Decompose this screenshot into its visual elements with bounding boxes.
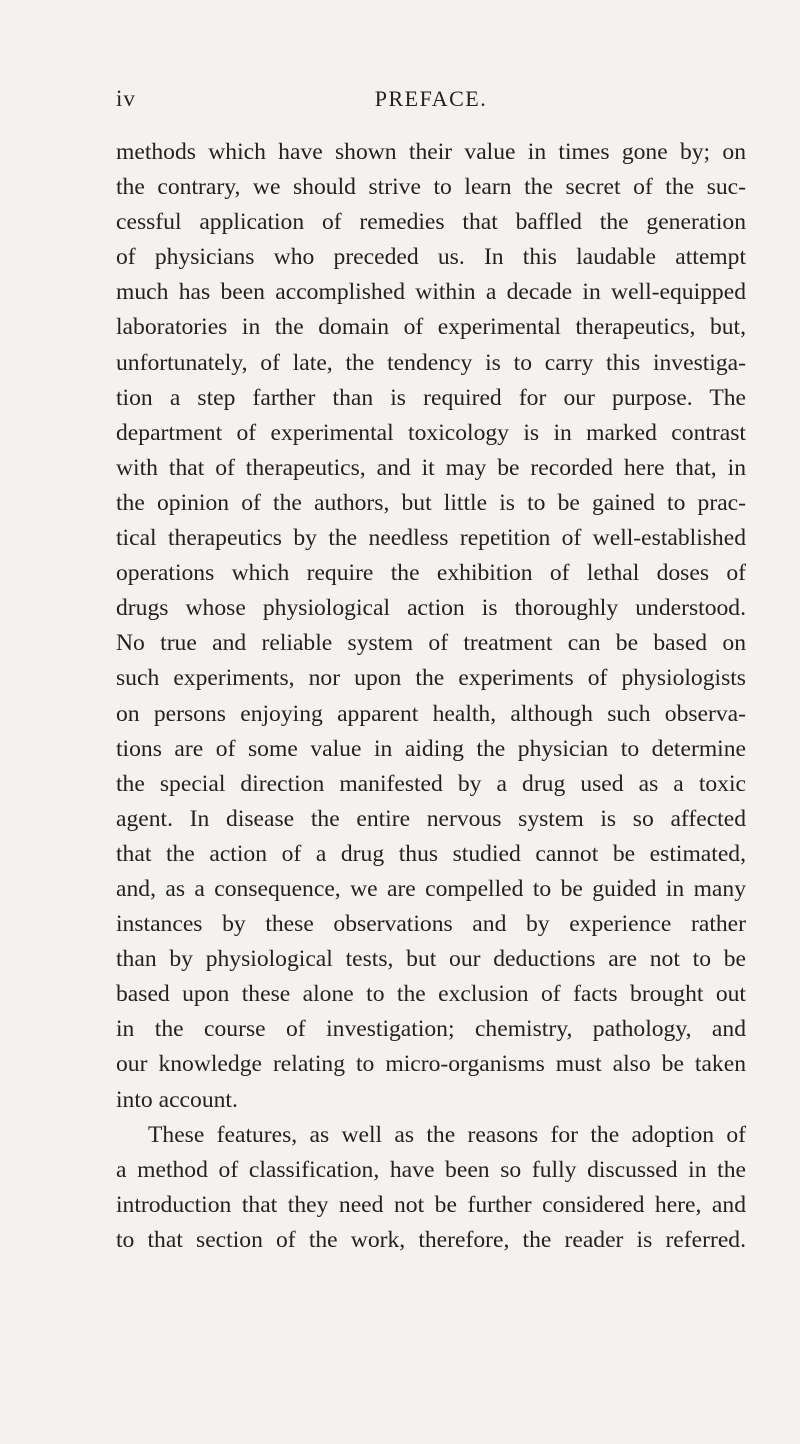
text-line: department of experimental toxicology is in marked contrast — [116, 419, 746, 446]
text-line: agent. In disease the entire nervous system is so affected — [116, 805, 746, 832]
text-line: unfortunately, of late, the tendency is to carry this investiga- — [116, 349, 746, 376]
text-line: operations which require the exhibition of lethal doses of — [116, 560, 746, 587]
text-line: than by physiological tests, but our deductions are not to be — [116, 946, 746, 973]
text-line: the contrary, we should strive to learn the secret of the suc- — [116, 174, 746, 201]
text-line: introduction that they need not be further considered here, and — [116, 1191, 746, 1218]
text-line: of physicians who preceded us. In this laudable attempt — [116, 244, 746, 271]
text-line: tions are of some value in aiding the physician to determine — [116, 735, 746, 762]
text-line: These features, as well as the reasons for the adoption of — [148, 1121, 746, 1148]
paragraph-2 — [116, 1118, 746, 1258]
page-number: iv — [116, 86, 136, 111]
text-line: tical therapeutics by the needless repetition of well-established — [116, 525, 746, 552]
running-head-title: PREFACE. — [374, 86, 488, 111]
text-line: methods which have shown their value in times gone by; on — [116, 139, 746, 165]
text-line: tion a step farther than is required for our purpose. The — [116, 384, 746, 411]
text-line: No true and reliable system of treatment can be based on — [116, 630, 746, 657]
body-text — [116, 135, 746, 1258]
text-line: instances by these observations and by experience rather — [116, 911, 746, 938]
text-line: much has been accomplished within a decade in well-equipped — [116, 279, 746, 306]
text-line: that the action of a drug thus studied cannot be estimated, — [116, 840, 746, 867]
text-line: cessful application of remedies that baffled the generation — [116, 209, 746, 236]
text-line: and, as a consequence, we are compelled to be guided in many — [116, 875, 746, 902]
text-line: on persons enjoying apparent health, although such observa- — [116, 700, 746, 727]
text-line: the opinion of the authors, but little is to be gained to prac- — [116, 489, 746, 516]
text-line: such experiments, nor upon the experiments of physiologists — [116, 665, 746, 692]
text-line: based upon these alone to the exclusion of facts brought out — [116, 981, 746, 1008]
text-line: in the course of investigation; chemistry, pathology, and — [116, 1016, 746, 1043]
text-line: to that section of the work, therefore, the reader is referred. — [116, 1226, 746, 1253]
running-head — [116, 86, 746, 116]
text-line: our knowledge relating to micro-organisms must also be taken — [116, 1051, 746, 1078]
text-line: laboratories in the domain of experimental therapeutics, but, — [116, 314, 746, 341]
text-line: into account. — [116, 1086, 238, 1113]
text-line: drugs whose physiological action is thoroughly understood. — [116, 595, 746, 622]
text-line: the special direction manifested by a drug used as a toxic — [116, 770, 746, 797]
text-line: a method of classification, have been so fully discussed in the — [116, 1156, 746, 1183]
paragraph-1 — [116, 135, 746, 1118]
text-line: with that of therapeutics, and it may be recorded here that, in — [116, 454, 746, 481]
